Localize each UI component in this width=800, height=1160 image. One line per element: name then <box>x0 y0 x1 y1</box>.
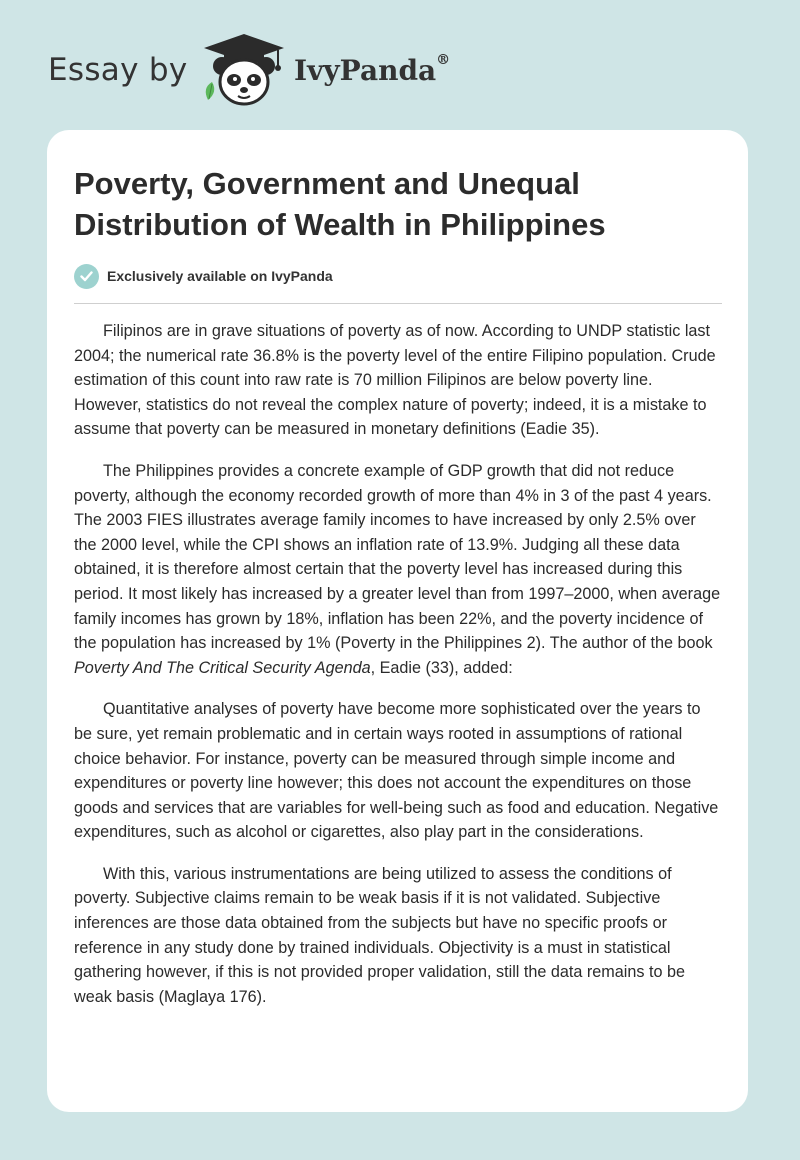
essay-body <box>74 319 722 1026</box>
block-quote-paragraph: Quantitative analyses of poverty have become more sophisticated over the years to be sure, yet remain problematic and in certain ways rooted in assumptions of rational choice behavior. For instance, poverty can be measured through simple income and expenditures or poverty line however; this does not account the expenditures on those goods and services that are variables for well-being such as food and education. Negative expenditures, such as alcohol or cigarettes, also play part in the considerations. <box>74 700 719 842</box>
brand-name: IvyPanda <box>294 54 437 87</box>
essay-card <box>47 130 748 1112</box>
book-title: Poverty And The Critical Security Agenda <box>74 658 371 677</box>
site-header <box>48 30 648 110</box>
registered-mark: ® <box>436 52 451 68</box>
brand-logo-text[interactable] <box>294 54 450 87</box>
essay-by-label: Essay by <box>48 52 188 88</box>
paragraph-4: With this, various instrumentations are being utilized to assess the conditions of poverty. Subjective claims remain to be weak basis if it is not validated. Subjective inferences are those data obtained from the subjects but have no specific proofs or reference in any study done by trained individuals. Objectivity is a must in statistical gathering however, if this is not provided proper validation, still the data remains to be weak basis (Maglaya 176). <box>74 864 685 1006</box>
exclusive-badge <box>74 263 333 289</box>
divider <box>74 303 722 304</box>
panda-graduate-icon[interactable] <box>198 30 290 110</box>
paragraph-2-text: The Philippines provides a concrete example of GDP growth that did not reduce poverty, although the economy recorded growth of more than 4% in 3 of the past 4 years. The 2003 FIES illustrates average family incomes to have increased by only 2.5% over the 2000 level, while the CPI shows an inflation rate of 13.9%. Judging all these data obtained, it is therefore almost certain that the poverty level has increased during this period. It most likely has increased by a greater level than from 1997–2000, when average family incomes has grown by 18%, inflation has been 22%, and the poverty incidence of the population has increased by 1% (Poverty in the Philippines 2). The author of the book <box>74 461 721 653</box>
essay-title: Poverty, Government and Unequal Distribution of Wealth in Philippines <box>74 166 606 242</box>
paragraph-1: Filipinos are in grave situations of poverty as of now. According to UNDP statistic last 2004; the numerical rate 36.8% is the poverty level of the entire Filipino population. Crude estimation of this count into raw rate is 70 million Filipinos are below poverty line. However, statistics do not reveal the complex nature of poverty; indeed, it is a mistake to assume that poverty can be measured in monetary definitions (Eadie 35). <box>74 322 716 439</box>
paragraph-2-text-end: , Eadie (33), added: <box>370 658 513 677</box>
check-circle-icon <box>74 264 99 289</box>
paragraph-2 <box>74 459 722 680</box>
exclusive-badge-label: Exclusively available on IvyPanda <box>107 268 333 284</box>
